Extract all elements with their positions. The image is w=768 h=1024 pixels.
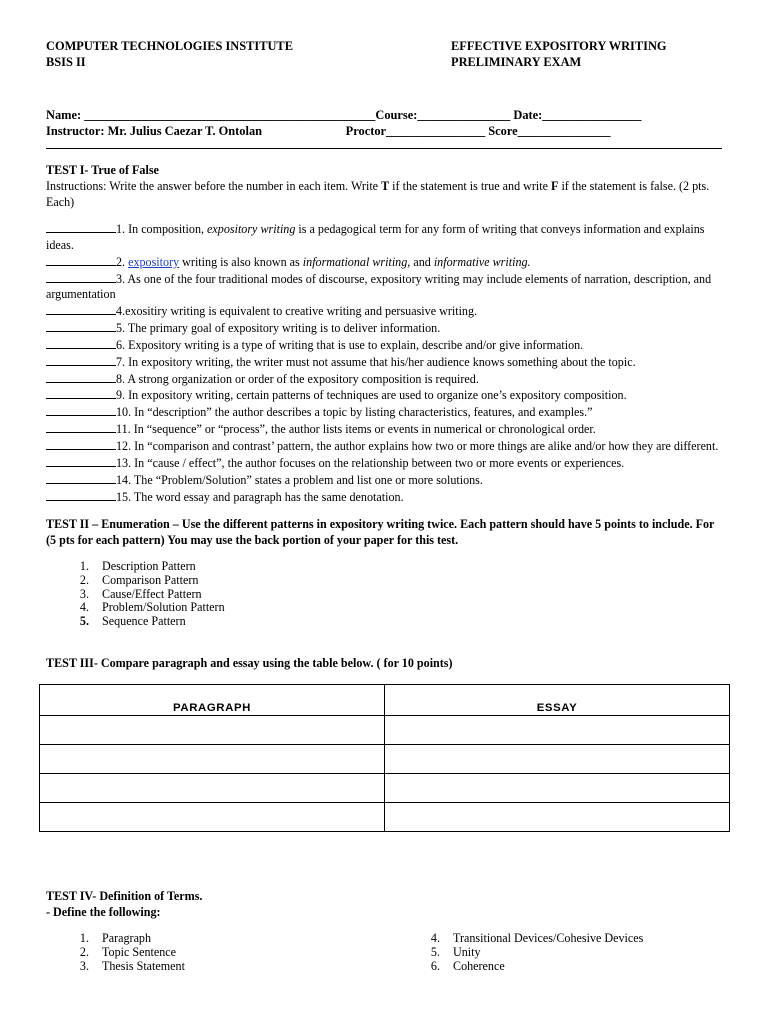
tf-item [46, 354, 726, 371]
answer-blank[interactable] [46, 387, 116, 399]
tf-item [46, 271, 726, 304]
item-text: is a pedagogical term for any form of writing that conveys information and explains ideas. [46, 222, 705, 252]
item-text: 11. In “sequence” or “process”, the author lists items or events in numerical or chronological order. [116, 422, 596, 437]
info-row-instructor-proctor-score: Instructor: Mr. Julius Caezar T. Ontolan Proctor________________ Score_______________ [46, 124, 611, 138]
list-text: Cause/Effect Pattern [102, 586, 202, 601]
answer-blank[interactable] [46, 221, 116, 233]
list-item [67, 615, 225, 629]
tf-item [46, 421, 726, 438]
item-text: 10. In “description” the author describes a topic by listing characteristics, features, and examples.” [116, 405, 593, 420]
item-emphasis: expository writing [207, 222, 296, 236]
exam-name: PRELIMINARY EXAM [451, 55, 582, 69]
paragraph-cell[interactable] [40, 774, 385, 803]
list-text: Description Pattern [102, 559, 196, 573]
paragraph-cell[interactable] [40, 745, 385, 774]
paragraph-cell[interactable] [40, 716, 385, 745]
item-text: and [410, 254, 434, 269]
item-text: 13. In “cause / effect”, the author focuses on the relationship between two or more events or experiences. [116, 455, 625, 470]
list-text: Comparison Pattern [102, 572, 199, 587]
item-text: 8. A strong organization or order of the expository composition is required. [116, 371, 479, 386]
header-left [46, 38, 293, 70]
instr-part: Instructions: Write the answer before the number in each item. Write [46, 179, 382, 193]
list-item [67, 946, 185, 960]
list-number: 1. [79, 559, 89, 573]
answer-blank[interactable] [46, 303, 116, 315]
instr-true-letter: T [381, 179, 390, 193]
info-row-name-course-date: Name: _______________________________________________Course:_______________ Date:________________ [46, 108, 642, 122]
item-text: 7. In expository writing, the writer must not assume that his/her audience knows something about the topic. [116, 354, 636, 369]
list-number: 1. [79, 931, 89, 945]
tf-item [46, 320, 726, 337]
tf-item [46, 303, 726, 320]
tf-item [46, 455, 726, 472]
answer-blank[interactable] [46, 254, 116, 266]
instr-part: if the statement is true and write [389, 179, 552, 193]
item-text: 12. In “comparison and contrast’ pattern, the author explains how two or more things are alike and/or how they are different. [116, 438, 719, 453]
test4-title: TEST IV- Definition of Terms. [46, 889, 203, 903]
essay-cell[interactable] [385, 803, 730, 832]
paragraph-cell[interactable] [40, 803, 385, 832]
answer-blank[interactable] [46, 438, 116, 450]
table-row [40, 774, 730, 803]
test3-title: TEST III- Compare paragraph and essay using the table below. ( for 10 points) [46, 656, 453, 670]
list-number: 2. [79, 572, 89, 587]
list-number: 4. [430, 931, 440, 945]
tf-item [46, 337, 726, 354]
item-text: 6. Expository writing is a type of writing that is use to explain, describe and/or give information. [116, 337, 584, 352]
list-text: Topic Sentence [102, 944, 177, 959]
table-row [40, 745, 730, 774]
tf-item [46, 472, 726, 489]
tf-item [46, 371, 726, 388]
test1-instructions [46, 178, 726, 210]
item-text: writing is also known as [179, 254, 303, 269]
test4-list-right [418, 932, 643, 973]
tf-item [46, 387, 726, 404]
instr-false-letter: F [551, 179, 559, 193]
list-number: 5. [79, 614, 89, 629]
program-name: BSIS II [46, 55, 86, 69]
test2-title: TEST II – Enumeration – Use the different patterns in expository writing twice. Each pattern should have 5 points to include. For (5 pts for each pattern) You may use the back portion of your paper for this test. [46, 517, 715, 547]
list-text: Coherence [453, 958, 505, 973]
item-text: 1. In composition, [116, 222, 208, 236]
table-header-row [40, 685, 730, 716]
instr-part: if the statement is false. (2 pts. Each) [46, 179, 710, 209]
test4-list-left [67, 932, 185, 973]
test1-title: TEST I- True of False [46, 163, 159, 177]
answer-blank[interactable] [46, 404, 116, 416]
item-text: 4.exositiry writing is equivalent to creative writing and persuasive writing. [116, 304, 478, 319]
list-number: 5. [430, 944, 440, 959]
tf-item [46, 404, 726, 421]
list-item [418, 946, 643, 960]
tf-item [46, 254, 726, 271]
test1-items [46, 221, 726, 505]
list-item [67, 601, 225, 615]
tf-item [46, 489, 726, 506]
item-text: 2. [116, 254, 129, 269]
list-number: 3. [79, 586, 89, 601]
answer-blank[interactable] [46, 472, 116, 484]
tf-item [46, 221, 726, 254]
list-text: Thesis Statement [102, 958, 185, 973]
table-row [40, 716, 730, 745]
list-number: 4. [79, 600, 89, 615]
essay-cell[interactable] [385, 716, 730, 745]
list-number: 2. [79, 944, 89, 959]
list-number: 3. [79, 958, 89, 973]
list-item [418, 960, 643, 974]
school-name: COMPUTER TECHNOLOGIES INSTITUTE [46, 39, 293, 53]
expository-link[interactable]: expository [128, 254, 180, 269]
answer-blank[interactable] [46, 271, 116, 283]
header-right [451, 38, 667, 70]
answer-blank[interactable] [46, 455, 116, 467]
test4-subtitle: - Define the following: [46, 905, 161, 919]
list-item [67, 560, 225, 574]
answer-blank[interactable] [46, 489, 116, 501]
essay-cell[interactable] [385, 774, 730, 803]
answer-blank[interactable] [46, 421, 116, 433]
essay-cell[interactable] [385, 745, 730, 774]
answer-blank[interactable] [46, 354, 116, 366]
list-text: Transitional Devices/Cohesive Devices [453, 931, 644, 945]
item-text: 5. The primary goal of expository writing is to deliver information. [116, 321, 441, 336]
item-text: 15. The word essay and paragraph has the same denotation. [116, 489, 404, 504]
list-number: 6. [430, 958, 440, 973]
list-item [67, 960, 185, 974]
col-essay-header: ESSAY [385, 685, 730, 716]
item-text: 14. The “Problem/Solution” states a problem and list one or more solutions. [116, 472, 483, 487]
subject-name: EFFECTIVE EXPOSITORY WRITING [451, 39, 667, 53]
item-text: 3. As one of the four traditional modes of discourse, expository writing may include elements of narration, description, and argumentation [46, 271, 712, 302]
list-item [67, 588, 225, 602]
col-paragraph-header: PARAGRAPH [40, 685, 385, 716]
test2-list [67, 560, 225, 629]
item-emphasis: informational writing, [302, 254, 411, 269]
list-text: Problem/Solution Pattern [102, 600, 225, 615]
answer-blank[interactable] [46, 320, 116, 332]
list-item [418, 932, 643, 946]
tf-item [46, 438, 726, 455]
answer-blank[interactable] [46, 337, 116, 349]
item-emphasis: informative writing. [433, 254, 531, 269]
list-text: Sequence Pattern [102, 614, 186, 629]
list-text: Paragraph [102, 931, 152, 945]
list-item [67, 932, 185, 946]
item-text: 9. In expository writing, certain patterns of techniques are used to organize one’s expository composition. [116, 388, 627, 403]
table-row [40, 803, 730, 832]
header-divider [46, 148, 722, 149]
list-text: Unity [453, 944, 481, 959]
compare-table [39, 684, 730, 832]
list-item [67, 574, 225, 588]
answer-blank[interactable] [46, 371, 116, 383]
